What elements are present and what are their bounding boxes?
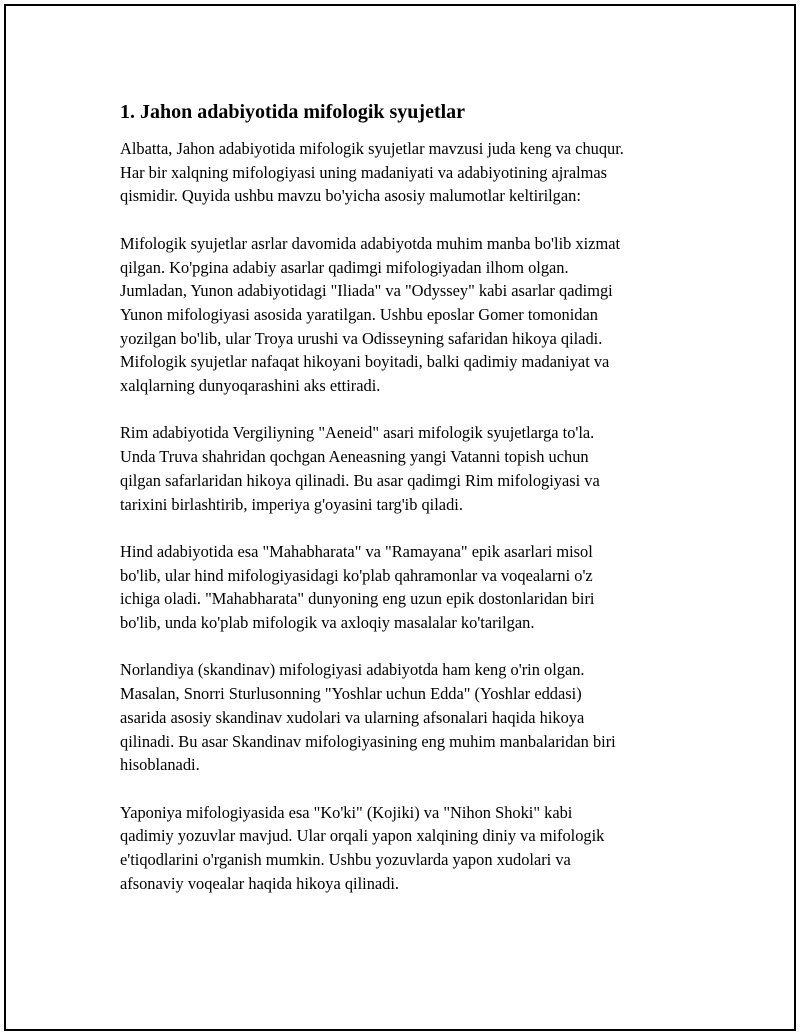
text-line: bo'lib, ular hind mifologiyasidagi ko'plab qahramonlar va voqealarni o'z (120, 565, 593, 585)
text-line: qilgan. Ko'pgina adabiy asarlar qadimgi mifologiyadan ilhom olgan. (120, 257, 569, 277)
text-line: Har bir xalqning mifologiyasi uning madaniyati va adabiyotining ajralmas (120, 162, 608, 182)
text-line: Yaponiya mifologiyasida esa "Ko'ki" (Kojiki) va "Nihon Shoki" kabi (120, 802, 573, 822)
text-line: qismidir. Quyida ushbu mavzu bo'yicha asosiy malumotlar keltirilgan: (120, 186, 581, 206)
paragraph-norse (120, 658, 700, 777)
text-line: Mifologik syujetlar asrlar davomida adabiyotda muhim manba bo'lib xizmat (120, 233, 621, 253)
text-line: yozilgan bo'lib, ular Troya urushi va Odisseyning safaridan hikoya qiladi. (120, 328, 603, 348)
text-line: Albatta, Jahon adabiyotida mifologik syujetlar mavzusi juda keng va chuqur. (120, 139, 624, 158)
text-line: ichiga oladi. "Mahabharata" dunyoning eng uzun epik dostonlaridan biri (120, 589, 595, 609)
text-line: xalqlarning dunyoqarashini aks ettiradi. (120, 376, 381, 396)
paragraph-greek (120, 232, 700, 398)
text-line: tarixini birlashtirib, imperiya g'oyasini targ'ib qiladi. (120, 494, 463, 514)
text-line: Norlandiya (skandinav) mifologiyasi adabiyotda ham keng o'rin olgan. (120, 660, 585, 680)
text-line: bo'lib, unda ko'plab mifologik va axloqiy masalalar ko'tarilgan. (120, 613, 535, 633)
paragraph-indian (120, 540, 700, 635)
paragraph-japanese (120, 801, 700, 896)
text-line: qadimiy yozuvlar mavjud. Ular orqali yapon xalqining diniy va mifologik (120, 826, 605, 846)
text-line: Jumladan, Yunon adabiyotidagi "Iliada" va "Odyssey" kabi asarlar qadimgi (120, 281, 613, 301)
text-line: Masalan, Snorri Sturlusonning "Yoshlar uchun Edda" (Yoshlar eddasi) (120, 684, 582, 704)
section-title: 1. Jahon adabiyotida mifologik syujetlar (120, 101, 466, 123)
page-border (4, 4, 796, 1031)
text-line: Mifologik syujetlar nafaqat hikoyani boyitadi, balki qadimiy madaniyat va (120, 352, 610, 372)
paragraph-roman (120, 421, 700, 516)
text-line: hisoblanadi. (120, 755, 200, 775)
text-line: Hind adabiyotida esa "Mahabharata" va "Ramayana" epik asarlari misol (120, 541, 593, 561)
text-line: qilgan safarlaridan hikoya qilinadi. Bu asar qadimgi Rim mifologiyasi va (120, 470, 600, 490)
text-line: qilinadi. Bu asar Skandinav mifologiyasining eng muhim manbalaridan biri (120, 731, 616, 751)
text-line: Unda Truva shahridan qochgan Aeneasning yangi Vatanni topish uchun (120, 447, 589, 467)
text-line: Yunon mifologiyasi asosida yaratilgan. Ushbu eposlar Gomer tomonidan (120, 304, 598, 324)
text-line: Rim adabiyotida Vergiliyning "Aeneid" asari mifologik syujetlarga to'la. (120, 423, 595, 443)
text-line: e'tiqodlarini o'rganish mumkin. Ushbu yozuvlarda yapon xudolari va (120, 850, 571, 870)
document-body (120, 99, 700, 919)
paragraph-intro (120, 137, 700, 208)
text-line: afsonaviy voqealar haqida hikoya qilinadi. (120, 873, 400, 893)
text-line: asarida asosiy skandinav xudolari va ularning afsonalari haqida hikoya (120, 707, 585, 727)
